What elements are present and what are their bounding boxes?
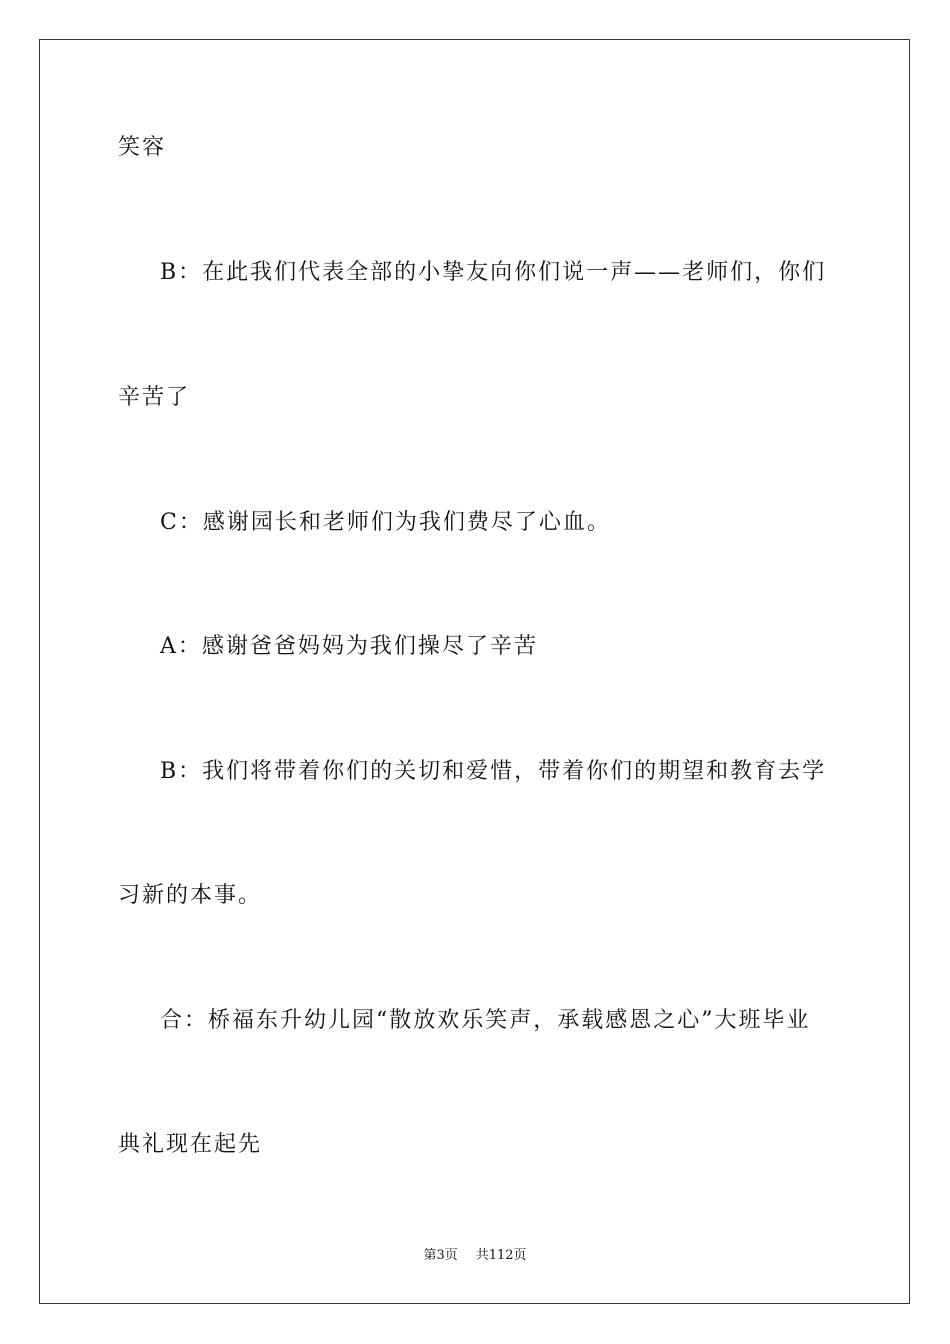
page-footer [0, 1247, 950, 1265]
text-line: 合：桥福东升幼儿园“散放欢乐笑声，承载感恩之心”大班毕业 [160, 1008, 811, 1033]
text-line: 习新的本事。 [118, 883, 263, 908]
text-line: 辛苦了 [118, 385, 191, 410]
page-total: 共112页 [475, 1248, 527, 1263]
page-number: 第3页 [423, 1248, 458, 1263]
text-line: A：感谢爸爸妈妈为我们操尽了辛苦 [160, 634, 538, 659]
text-line: B：在此我们代表全部的小挚友向你们说一声——老师们，你们 [160, 260, 827, 285]
text-line: 典礼现在起先 [118, 1132, 263, 1157]
text-line: B：我们将带着你们的关切和爱惜，带着你们的期望和教育去学 [160, 759, 827, 784]
text-line: 笑容 [118, 135, 167, 160]
page-border [39, 39, 910, 1304]
text-line: C：感谢园长和老师们为我们费尽了心血。 [160, 510, 611, 535]
